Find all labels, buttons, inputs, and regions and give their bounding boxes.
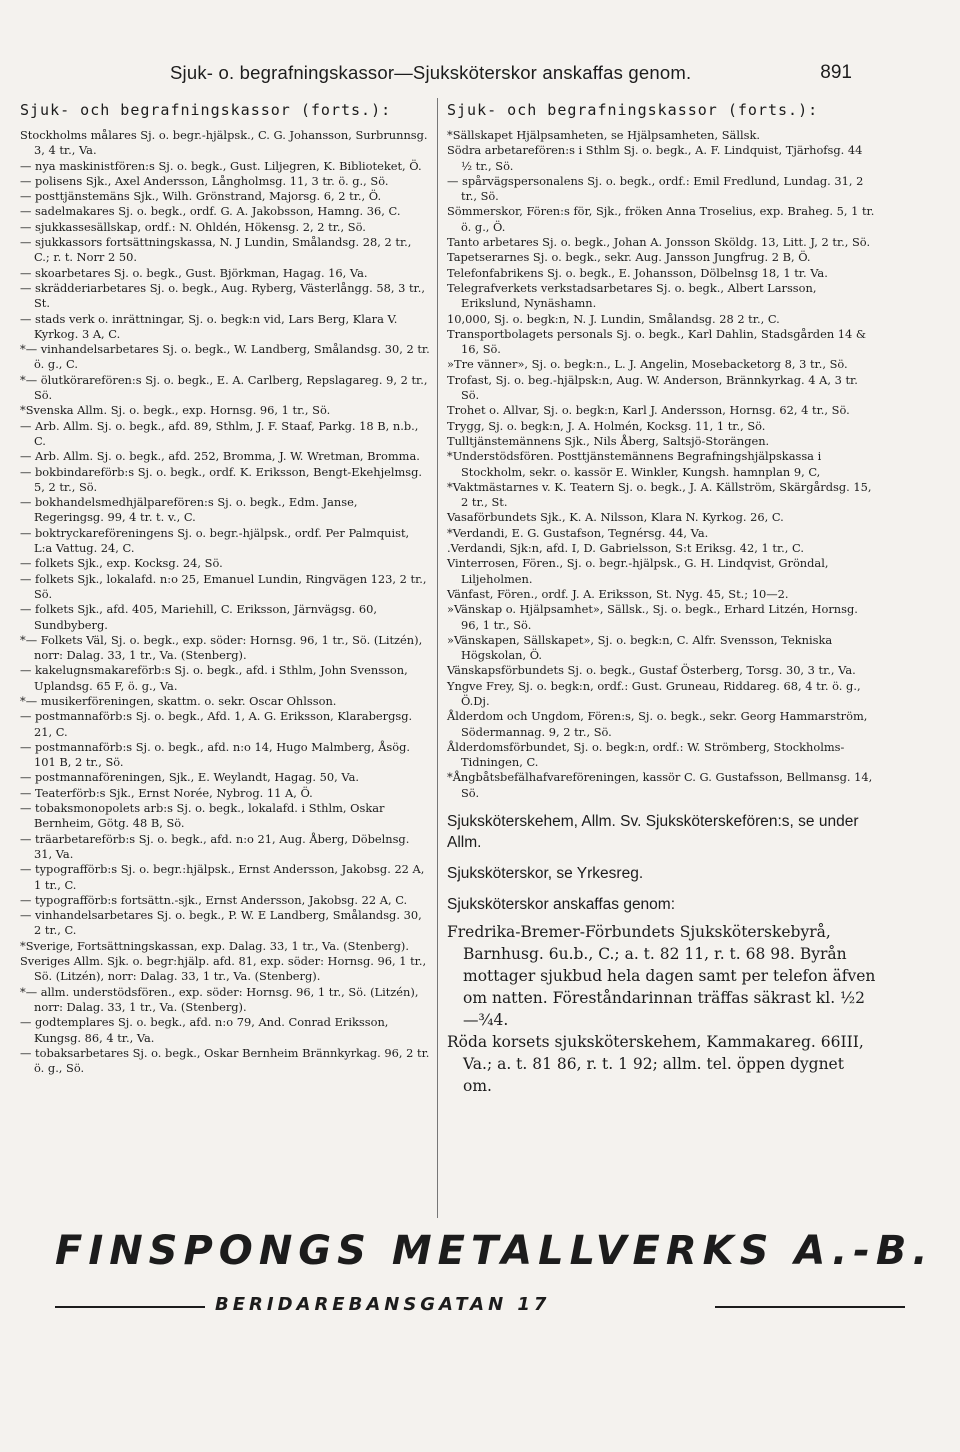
directory-entry: Telefonfabrikens Sj. o. begk., E. Johansson, Dölbelnsg 18, 1 tr. Va.: [447, 265, 828, 280]
directory-entry: Ålderdomsförbundet, Sj. o. begk:n, ordf.: W. Strömberg, Stockholms-Tidningen, C.: [447, 739, 845, 770]
big-entry: Röda korsets sjuksköterskehem, Kammakareg. 66III, Va.; a. t. 81 86, r. t. 1 92; allm. tel. öppen dygnet om.: [447, 1033, 864, 1096]
directory-entry: — postmannaförb:s Sj. o. begk., afd. n:o 14, Hugo Malmberg, Åsög. 101 B, 2 tr., Sö.: [20, 739, 411, 770]
directory-entry: Vänskapsförbundets Sj. o. begk., Gustaf Österberg, Torsg. 30, 3 tr., Va.: [447, 663, 856, 678]
directory-entry: *— vinhandelsarbetares Sj. o. begk., W. Landberg, Smålandsg. 30, 2 tr. ö. g., C.: [20, 342, 430, 372]
running-title: Sjuk- o. begrafningskassor—Sjuksköterskor anskaffas genom.: [170, 62, 692, 83]
directory-entry: — typografförb:s fortsättn.-sjk., Ernst Andersson, Jakobsg. 22 A, C.: [20, 892, 408, 907]
directory-entry: Södra arbetarefören:s i Sthlm Sj. o. begk., A. F. Lindquist, Tjärhofsg. 44 ½ tr., Sö.: [447, 143, 863, 173]
directory-entry: — tobaksmonopolets arb:s Sj. o. begk., lokalafd. i Sthlm, Oskar Bernheim, Götg. 48 B, Sö.: [20, 801, 385, 831]
directory-entry: — godtemplares Sj. o. begk., afd. n:o 79, And. Conrad Eriksson, Kungsg. 86, 4 tr., Va.: [20, 1015, 389, 1045]
directory-entry: .Verdandi, Sjk:n, afd. I, D. Gabrielsson, S:t Eriksg. 42, 1 tr., C.: [447, 541, 804, 556]
directory-entry: — skoarbetares Sj. o. begk., Gust. Björkman, Hagag. 16, Va.: [20, 265, 368, 280]
directory-entry: Yngve Frey, Sj. o. begk:n, ordf.: Gust. Gruneau, Riddareg. 68, 4 tr. ö. g., Ö.Dj.: [447, 678, 861, 708]
column-divider: [437, 98, 438, 1218]
directory-entry: — folkets Sjk., exp. Kocksg. 24, Sö.: [20, 556, 223, 571]
directory-entry: — bokhandelsmedhjälparefören:s Sj. o. begk., Edm. Janse, Regeringsg. 99, 4 tr. t. v., C.: [20, 495, 358, 525]
directory-entry: — Arb. Allm. Sj. o. begk., afd. 89, Sthlm, J. F. Staaf, Parkg. 18 B, n.b., C.: [20, 418, 419, 448]
directory-entry: *Svenska Allm. Sj. o. begk., exp. Hornsg. 96, 1 tr., Sö.: [20, 403, 331, 418]
left-entries: [20, 128, 430, 1076]
directory-entry: — Arb. Allm. Sj. o. begk., afd. 252, Bromma, J. W. Wretman, Bromma.: [20, 449, 420, 464]
page-number: 891: [820, 62, 852, 83]
advertisement-address: BERIDAREBANSGATAN 17: [215, 1294, 551, 1315]
directory-entry: »Tre vänner», Sj. o. begk:n., L. J. Angelin, Mosebacketorg 8, 3 tr., Sö.: [447, 357, 848, 372]
running-head: [0, 62, 960, 94]
directory-entry: — Teaterförb:s Sjk., Ernst Norée, Nybrog. 11 A, Ö.: [20, 785, 313, 800]
directory-entry: — postmannaförb:s Sj. o. begk., Afd. 1, A. G. Eriksson, Klarabergsg. 21, C.: [20, 709, 413, 739]
directory-entry: — boktryckareföreningens Sj. o. begr.-hjälpsk., ordf. Per Palmquist, L:a Vattug. 24, C.: [20, 525, 410, 556]
right-column: [447, 100, 877, 1097]
directory-entry: — polisens Sjk., Axel Andersson, Långholmsg. 11, 3 tr. ö. g., Sö.: [20, 173, 389, 188]
directory-entry: *Vaktmästarnes v. K. Teatern Sj. o. begk., J. A. Källström, Skärgårdsg. 15, 2 tr., St.: [447, 479, 872, 510]
directory-entry: Stockholms målares Sj. o. begr.-hjälpsk., C. G. Johansson, Surbrunnsg. 3, 4 tr., Va.: [20, 128, 428, 158]
directory-entry: — bokbindareförb:s Sj. o. begk., ordf. K. Eriksson, Bengt-Ekehjelmsg. 5, 2 tr., Sö.: [20, 464, 423, 494]
advertisement-banner: [55, 1228, 934, 1320]
directory-entry: Tapetserarnes Sj. o. begk., sekr. Aug. Jansson Jungfrug. 2 B, Ö.: [447, 250, 811, 265]
directory-entry: »Vänskapen, Sällskapet», Sj. o. begk:n, C. Alfr. Svensson, Tekniska Högskolan, Ö.: [447, 632, 833, 663]
advertisement-rule-left: [55, 1306, 205, 1308]
directory-entry: — skrädderiarbetares Sj. o. begk., Aug. Ryberg, Västerlångg. 58, 3 tr., St.: [20, 280, 425, 311]
directory-entry: Vinterrosen, Fören., Sj. o. begr.-hjälpsk., G. H. Lindqvist, Gröndal, Liljeholmen.: [447, 556, 829, 586]
big-entry: Fredrika-Bremer-Förbundets Sjuksköterskebyrå, Barnhusg. 6u.b., C.; a. t. 82 11, r. t. 68 98. Byrån mottager sjukbud hela dagen samt per telefon äfven om natten. Föreståndarinnan träffas säkrast kl. ½2—¾4.: [447, 923, 876, 1030]
directory-entry: Vänfast, Fören., ordf. J. A. Eriksson, St. Nyg. 45, St.; 10—2.: [447, 586, 789, 601]
directory-entry: — sjukkassors fortsättningskassa, N. J Lundin, Smålandsg. 28, 2 tr., C.; r. t. Norr 2 50.: [20, 235, 412, 265]
right-column-heading: Sjuk- och begrafningskassor (forts.):: [447, 101, 819, 119]
directory-entry: — kakelugnsmakareförb:s Sj. o. begk., afd. i Sthlm, John Svensson, Uplandsg. 65 F, ö. g., Va.: [20, 663, 408, 693]
directory-entry: *Sällskapet Hjälpsamheten, se Hjälpsamheten, Sällsk.: [447, 128, 761, 142]
section-heading-nurses: Sjuksköterskor anskaffas genom:: [447, 896, 676, 914]
directory-entry: — träarbetareförb:s Sj. o. begk., afd. n:o 21, Aug. Åberg, Döbelnsg. 31, Va.: [20, 831, 410, 861]
directory-entry: — postmannaföreningen, Sjk., E. Weylandt, Hagag. 50, Va.: [20, 770, 359, 785]
directory-entry: Trygg, Sj. o. begk:n, J. A. Holmén, Kocksg. 11, 1 tr., Sö.: [447, 418, 766, 433]
directory-entry: *Understödsfören. Posttjänstemännens Begrafningshjälpskassa i Stockholm, sekr. o. kassör E. Winkler, Kungsh. hamnplan 9, C,: [447, 449, 822, 479]
directory-entry: *Ångbåtsbefälhafvareföreningen, kassör C. G. Gustafsson, Bellmansg. 14, Sö.: [447, 770, 873, 800]
section-heading-home: Sjuksköterskehem, Allm. Sv. Sjuksköterskefören:s, se under Allm.: [447, 813, 859, 852]
directory-entry: *Verdandi, E. G. Gustafson, Tegnérsg. 44, Va.: [447, 525, 709, 540]
left-column-heading: Sjuk- och begrafningskassor (forts.):: [20, 101, 392, 119]
directory-entry: *— ölutkörarefören:s Sj. o. begk., E. A. Carlberg, Repslagareg. 9, 2 tr., Sö.: [20, 372, 428, 403]
advertisement-rule-right: [715, 1306, 905, 1308]
directory-entry: — spårvägspersonalens Sj. o. begk., ordf.: Emil Fredlund, Lundag. 31, 2 tr., Sö.: [447, 173, 864, 204]
section-heading-see-register: Sjuksköterskor, se Yrkesreg.: [447, 865, 644, 883]
directory-entry: Transportbolagets personals Sj. o. begk., Karl Dahlin, Stadsgården 14 & 16, Sö.: [447, 326, 867, 357]
directory-entry: *— Folkets Väl, Sj. o. begk., exp. söder: Hornsg. 96, 1 tr., Sö. (Litzén), norr: Dalag. 33, 1 tr., Va. (Stenberg).: [20, 632, 423, 663]
directory-entry: — posttjänstemäns Sjk., Wilh. Grönstrand, Majorsg. 6, 2 tr., Ö.: [20, 189, 382, 204]
directory-entry: — sjukkassesällskap, ordf.: N. Ohldén, Hökensg. 2, 2 tr., Sö.: [20, 219, 366, 234]
directory-entry: — folkets Sjk., lokalafd. n:o 25, Emanuel Lundin, Ringvägen 123, 2 tr., Sö.: [20, 571, 427, 601]
directory-entry: 10,000, Sj. o. begk:n, N. J. Lundin, Smålandsg. 28 2 tr., C.: [447, 311, 780, 326]
directory-entry: Tulltjänstemännens Sjk., Nils Åberg, Saltsjö-Storängen.: [447, 433, 770, 448]
directory-entry: — folkets Sjk., afd. 405, Mariehill, C. Eriksson, Järnvägsg. 60, Sundbyberg.: [20, 602, 377, 632]
directory-entry: Trofast, Sj. o. beg.-hjälpsk:n, Aug. W. Anderson, Brännkyrkag. 4 A, 3 tr. Sö.: [447, 372, 858, 403]
right-entries: [447, 128, 877, 801]
directory-entry: Sveriges Allm. Sjk. o. begr:hjälp. afd. 81, exp. söder: Hornsg. 96, 1 tr., Sö. (Litzén), norr: Dalag. 33, 1 tr., Va. (Stenberg).: [20, 954, 427, 984]
directory-entry: Trohet o. Allvar, Sj. o. begk:n, Karl J. Andersson, Hornsg. 62, 4 tr., Sö.: [447, 403, 850, 418]
directory-entry: — typografförb:s Sj. o. begr.:hjälpsk., Ernst Andersson, Jakobsg. 22 A, 1 tr., C.: [20, 862, 425, 892]
directory-entry: — vinhandelsarbetares Sj. o. begk., P. W. E Landberg, Smålandsg. 30, 2 tr., C.: [20, 908, 422, 938]
directory-entry: — tobaksarbetares Sj. o. begk., Oskar Bernheim Brännkyrkag. 96, 2 tr. ö. g., Sö.: [20, 1045, 430, 1076]
directory-entry: Telegrafverkets verkstadsarbetares Sj. o. begk., Albert Larsson, Erikslund, Nynäshamn.: [447, 280, 817, 311]
directory-entry: — sadelmakares Sj. o. begk., ordf. G. A. Jakobsson, Hamng. 36, C.: [20, 204, 401, 219]
directory-entry: — nya maskinistfören:s Sj. o. begk., Gust. Liljegren, K. Biblioteket, Ö.: [20, 158, 422, 173]
directory-entry: *— musikerföreningen, skattm. o. sekr. Oscar Ohlsson.: [20, 693, 337, 708]
directory-entry: Vasaförbundets Sjk., K. A. Nilsson, Klara N. Kyrkog. 26, C.: [447, 510, 784, 525]
directory-entry: — stads verk o. inrättningar, Sj. o. begk:n vid, Lars Berg, Klara V. Kyrkog. 3 A, C.: [20, 311, 398, 341]
directory-entry: *Sverige, Fortsättningskassan, exp. Dalag. 33, 1 tr., Va. (Stenberg).: [20, 938, 409, 953]
left-column: [20, 100, 430, 1076]
advertisement-company-name: FINSPONGS METALLVERKS A.-B.: [55, 1228, 934, 1274]
directory-entry: Ålderdom och Ungdom, Fören:s, Sj. o. begk., sekr. Georg Hammarström, Södermannag. 9, 2 tr., Sö.: [447, 709, 868, 739]
directory-entry: Tanto arbetares Sj. o. begk., Johan A. Jonsson Sköldg. 13, Litt. J, 2 tr., Sö.: [447, 235, 871, 250]
directory-entry: Sömmerskor, Fören:s för, Sjk., fröken Anna Troselius, exp. Braheg. 5, 1 tr. ö. g., Ö.: [447, 204, 875, 234]
directory-entry: »Vänskap o. Hjälpsamhet», Sällsk., Sj. o. begk., Erhard Litzén, Hornsg. 96, 1 tr., Sö.: [447, 602, 858, 632]
directory-entry: *— allm. understödsfören., exp. söder: Hornsg. 96, 1 tr., Sö. (Litzén), norr: Dalag. 33, 1 tr., Va. (Stenberg).: [20, 984, 419, 1014]
